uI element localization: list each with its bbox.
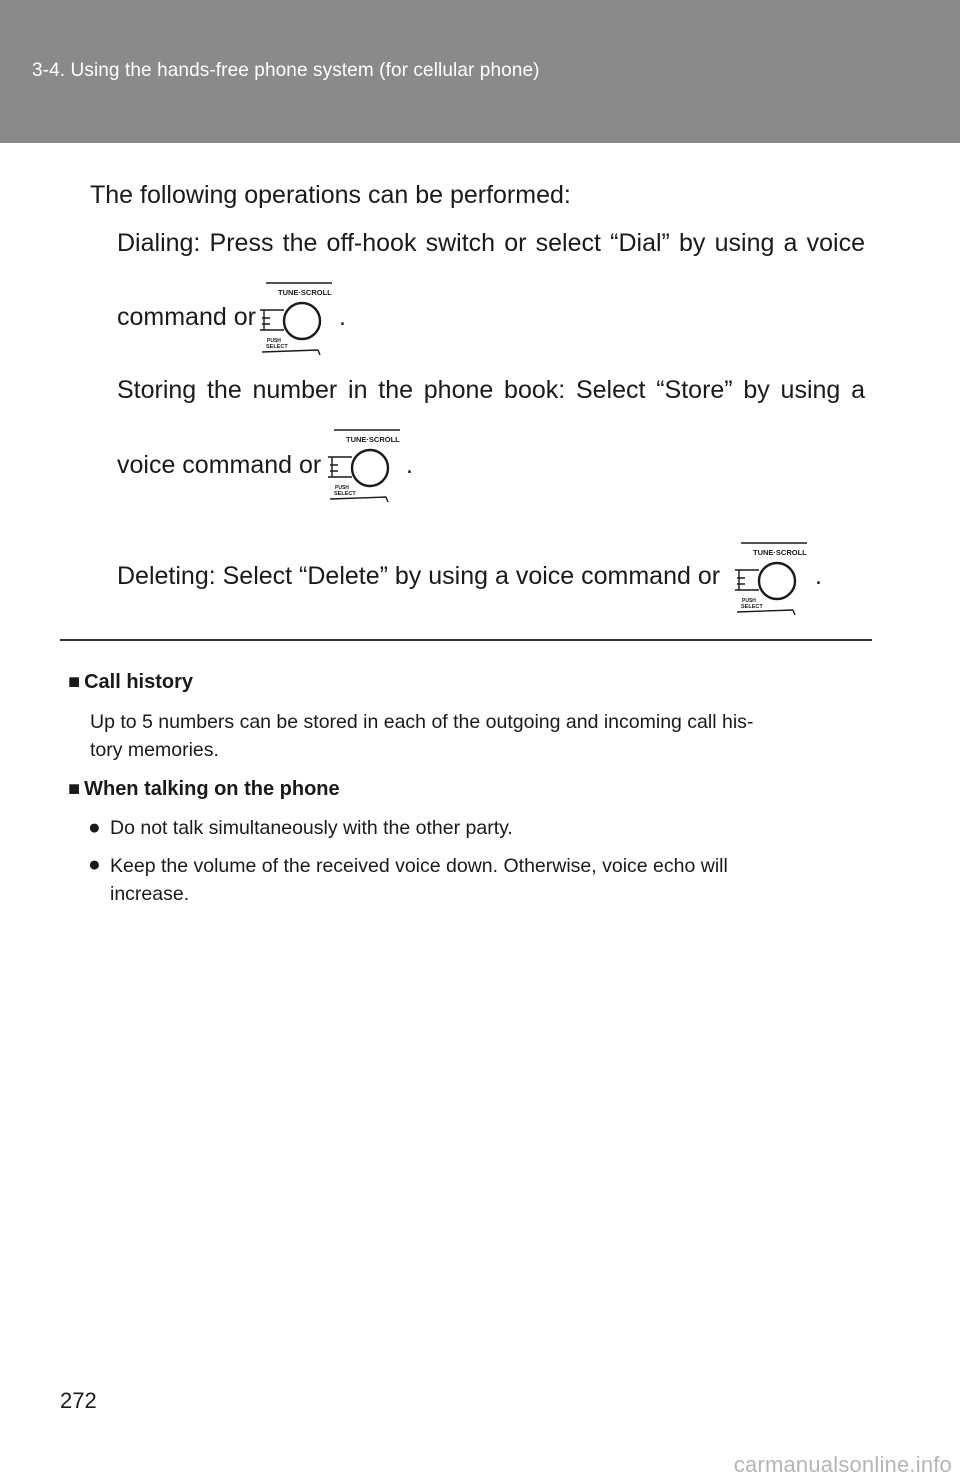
talking-heading: [68, 778, 340, 801]
talking-bullet2-line1: Keep the volume of the received voice down. Otherwise, voice echo will: [110, 855, 728, 877]
talking-heading-text: When talking on the phone: [84, 778, 340, 800]
storing-text-line2: voice command or: [117, 451, 322, 479]
dialing-period: .: [339, 303, 346, 331]
round-bullet-icon: ●: [88, 816, 101, 839]
storing-period: .: [406, 451, 413, 479]
knob-select-label: SELECT: [741, 604, 763, 610]
intro-text: The following operations can be performed:: [90, 181, 571, 209]
watermark-text: carmanualsonline.info: [733, 1452, 952, 1477]
knob-top-label: TUNE·SCROLL: [753, 548, 807, 557]
page-number: 272: [60, 1388, 97, 1413]
knob-push-label: PUSH: [335, 485, 349, 491]
call-history-text-line1: Up to 5 numbers can be stored in each of the outgoing and incoming call his-: [90, 711, 754, 733]
section-title: 3-4. Using the hands-free phone system (for cellular phone): [32, 60, 540, 81]
call-history-text-line2: tory memories.: [90, 739, 219, 761]
knob-push-label: PUSH: [742, 598, 756, 604]
tune-scroll-knob-icon: [733, 540, 809, 616]
talking-bullet2-line2: increase.: [110, 883, 190, 905]
call-history-heading-text: Call history: [84, 671, 194, 693]
tune-scroll-knob-icon: [326, 427, 402, 503]
page-header: [0, 0, 960, 143]
storing-text-line1: Storing the number in the phone book: Select “Store” by using a: [117, 376, 865, 404]
square-bullet-icon: ■: [68, 671, 81, 693]
knob-select-label: SELECT: [266, 344, 288, 350]
talking-bullet1: Do not talk simultaneously with the other party.: [110, 817, 513, 839]
section-divider: [60, 639, 872, 641]
deleting-text: Deleting: Select “Delete” by using a voice command or: [117, 562, 721, 590]
dialing-text-line1: Dialing: Press the off-hook switch or select “Dial” by using a voice: [117, 229, 865, 257]
knob-push-label: PUSH: [267, 338, 281, 344]
deleting-period: .: [815, 562, 822, 590]
call-history-heading: [68, 671, 193, 694]
knob-top-label: TUNE·SCROLL: [278, 288, 332, 297]
square-bullet-icon: ■: [68, 778, 81, 800]
tune-scroll-knob-icon: [258, 280, 334, 356]
knob-select-label: SELECT: [334, 491, 356, 497]
dialing-text-line2: command or: [117, 303, 256, 331]
round-bullet-icon: ●: [88, 853, 101, 876]
knob-top-label: TUNE·SCROLL: [346, 435, 400, 444]
